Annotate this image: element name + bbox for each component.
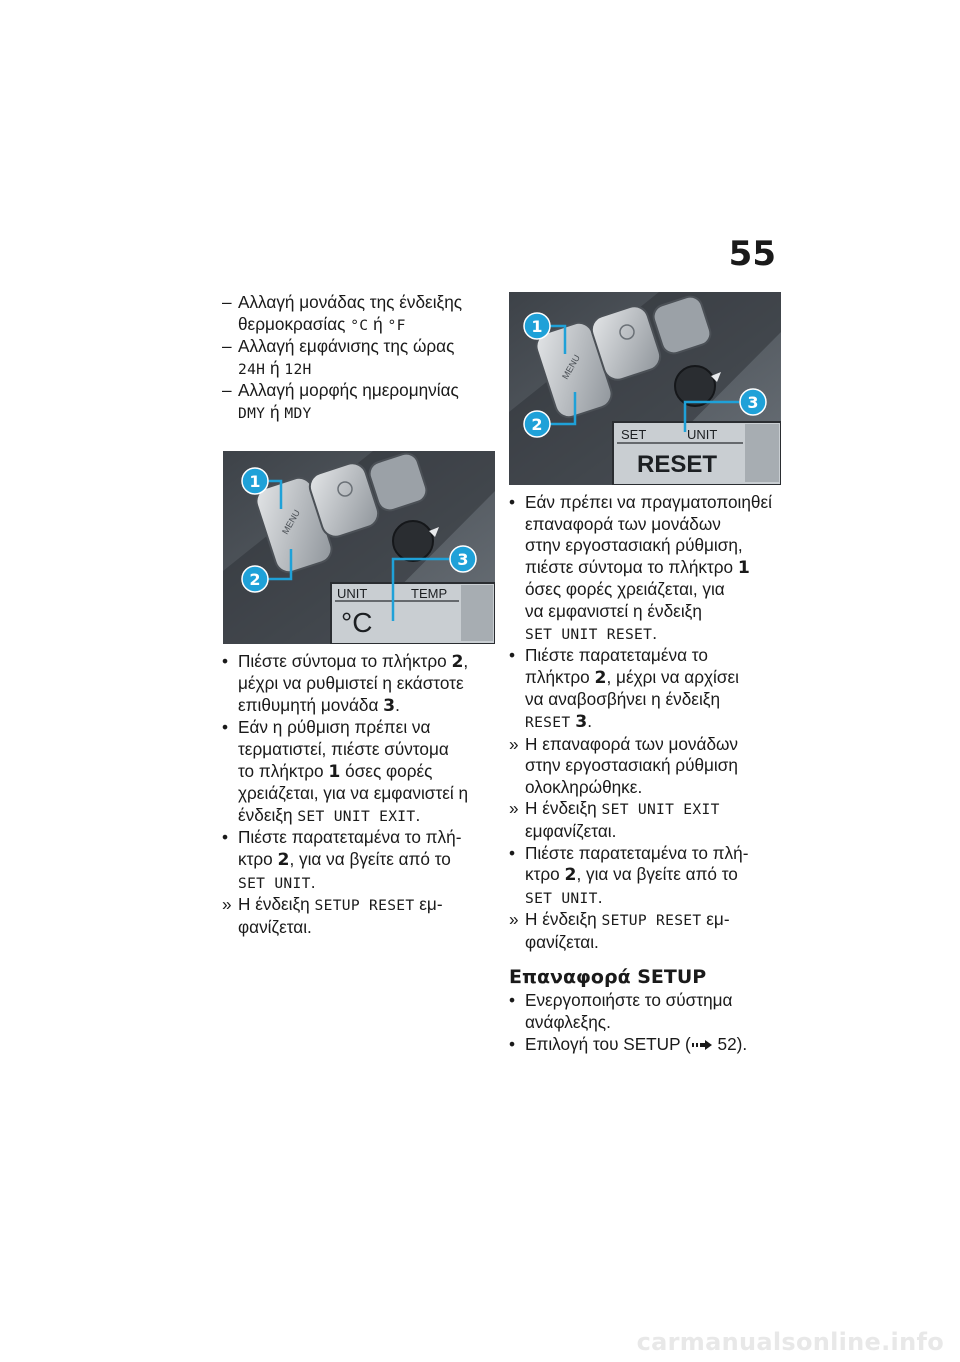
list-marker: • [509,1033,516,1054]
callout-2 [524,411,550,437]
callout-2 [242,566,268,592]
text-run: Η ένδειξη [238,894,315,915]
svg-text:1: 1 [531,317,543,336]
svg-text:2: 2 [249,569,261,589]
text-line [509,755,782,777]
list-marker: » [509,909,519,930]
text-line [509,864,782,887]
text-line [509,514,782,536]
text-run: Αλλαγή μονάδας της ένδειξης [238,292,463,312]
key-reference: 1 [737,557,750,578]
menu-label: MENU [560,353,582,381]
display-code: °F [387,316,406,334]
list-marker: • [509,492,516,512]
text-line [509,821,782,843]
text-line [509,798,782,821]
text-run: στην εργοστασιακή ρύθμιση, [525,535,743,556]
left-column [222,292,497,938]
text-line [222,380,497,402]
text-line [222,761,497,784]
svg-text:3: 3 [457,549,469,569]
text-run: Αλλαγή εμφάνισης της ώρας [238,336,455,357]
text-run: πλήκτρο [525,666,595,687]
text-run: , [463,650,469,671]
option-list [222,292,497,425]
list-marker: » [509,733,519,754]
text-line [222,894,497,917]
text-line [509,557,782,580]
text-line [509,843,782,865]
text-run: στην εργοστασιακή ρύθμιση [525,755,738,776]
menu-label: MENU [280,507,302,536]
key-reference: 2 [451,651,464,672]
list-marker: • [222,650,229,671]
display-code: 24H [238,360,266,378]
display-code: SETUP RESET [601,912,702,930]
thumbwheel [393,521,433,561]
callout-1 [524,313,550,339]
text-run: μέχρι να ρυθμιστεί η εκάστοτε [238,673,464,694]
text-line [509,645,782,667]
text-run: να αναβοσβήνει η ένδειξη [525,689,721,710]
thumbwheel [675,366,715,406]
text-run: . [415,804,421,825]
text-line [509,1012,782,1034]
list-marker: • [509,645,516,666]
text-line [222,336,497,358]
callout-3 [450,546,476,572]
display-code: MDY [284,404,312,422]
section-heading: Επαναφορά SETUP [509,966,707,989]
figure-unit-temp [223,451,495,644]
text-line [509,667,782,690]
text-run: επιθυμητή μονάδα [238,694,384,715]
list-marker: » [509,798,519,819]
text-run: , μέχρι να αρχίσει [606,666,739,687]
text-run: τερματιστεί, πιέστε σύντομα [238,738,449,759]
text-run: Η επαναφορά των μονάδων [525,733,739,754]
text-run: φανίζεται. [238,916,312,937]
list-marker: • [509,842,516,863]
right-column [509,292,782,1055]
text-run: . [587,710,592,731]
text-line [509,777,782,799]
key-reference: 2 [594,667,607,688]
text-run: να εμφανιστεί η ένδειξη [525,600,702,621]
text-line [509,492,782,514]
key-reference: 3 [383,695,396,716]
key-reference: 2 [277,849,290,870]
text-line [222,358,497,381]
text-line [509,734,782,756]
key-reference: 1 [328,761,341,782]
lcd-top-right: UNIT [687,427,718,442]
watermark: carmanualsonline.info [636,1328,944,1356]
text-line [222,402,497,425]
display-code: SETUP RESET [314,897,415,915]
text-line [222,783,497,805]
text-line [509,887,782,910]
display-code: RESET [525,713,571,731]
list-marker: » [222,894,232,915]
text-run: Επιλογή του SETUP ( [525,1033,691,1054]
text-run: 52). [712,1033,748,1054]
text-run: Αλλαγή μορφής ημερομηνίας [238,380,459,401]
text-line [222,717,497,739]
display-code: SET UNIT EXIT [297,807,416,825]
text-line [222,805,497,828]
text-line [222,917,497,939]
svg-text:3: 3 [747,393,759,412]
text-run: επαναφορά των μονάδων [525,513,721,534]
text-line [222,739,497,761]
handlebar-illustration [509,292,781,485]
figure-set-unit-reset [509,292,781,485]
text-run: Εάν η ρύθμιση πρέπει να [238,717,431,738]
text-line [509,623,782,646]
svg-text:2: 2 [531,415,543,434]
text-run: όσες φορές [340,760,433,781]
text-run: . [395,694,400,715]
text-run: ένδειξη [238,804,298,825]
display-code: DMY [238,404,266,422]
display-code: SET UNIT EXIT [601,801,720,819]
callout-3 [740,389,766,415]
setup-steps [509,990,782,1055]
text-run: , για να βγείτε από το [289,848,451,869]
list-marker: – [222,336,232,357]
text-line [509,711,782,734]
text-run: Η ένδειξη [525,798,602,819]
text-run: ή [368,313,388,334]
key-reference: 3 [575,711,588,732]
text-run: εμφανίζεται. [525,820,617,841]
text-line [509,932,782,954]
list-marker: • [222,827,229,848]
text-line [222,872,497,895]
text-run: . [652,622,657,643]
text-run: Πιέστε παρατεταμένα το πλή- [525,842,749,863]
display-code: SET UNIT RESET [525,625,653,643]
text-run: φανίζεται. [525,931,599,952]
display-code: 12H [284,360,312,378]
text-line [509,1034,782,1056]
text-run: πιέστε σύντομα το πλήκτρο [525,556,738,577]
text-line [509,909,782,932]
handlebar-illustration [223,451,495,644]
text-run: , για να βγείτε από το [576,864,738,885]
list-marker: • [222,717,229,738]
text-run: ή [265,401,285,422]
text-run: ανάφλεξης. [525,1012,611,1033]
list-marker: – [222,292,232,312]
display-code: °C [350,316,369,334]
instruction-list [509,492,782,953]
list-marker: • [509,990,516,1011]
text-run: . [597,886,603,907]
list-marker: – [222,380,232,401]
text-line [222,651,497,674]
lcd-top-left: SET [621,427,647,442]
text-run: ολοκληρώθηκε. [525,776,643,797]
text-run: εμ- [701,909,730,930]
text-line [222,849,497,872]
text-run: Η ένδειξη [525,909,602,930]
instruction-list [222,651,497,939]
text-run: Πιέστε παρατεταμένα το [525,645,708,666]
lcd-main: RESET [637,451,718,478]
text-run: χρειάζεται, για να εμφανιστεί η [238,783,469,804]
text-run: Εάν πρέπει να πραγματοποιηθεί [525,492,772,512]
display-code: SET UNIT [525,889,598,907]
text-run: θερμοκρασίας [238,313,351,334]
text-run: εμ- [414,894,443,915]
text-run: το πλήκτρο [238,760,329,781]
text-line [222,314,497,337]
text-run: όσες φορές χρειάζεται, για [525,579,725,600]
svg-text:1: 1 [249,471,261,491]
arrow-right-icon [691,1039,713,1051]
text-run: κτρο [238,848,278,869]
lcd-top-left: UNIT [337,585,368,601]
text-run: . [310,871,316,892]
text-line [222,695,497,718]
text-run: Πιέστε παρατεταμένα το πλή- [238,827,462,848]
text-run: Ενεργοποιήστε το σύστημα [525,990,733,1011]
lcd-top-right: TEMP [411,585,448,601]
key-reference: 2 [564,865,577,886]
text-line [509,535,782,557]
display-code: SET UNIT [238,874,311,892]
callout-1 [242,468,268,494]
text-run: ή [265,357,285,378]
page-number: 55 [728,234,776,274]
lcd-main: °C [341,606,373,638]
text-line [509,579,782,601]
text-line [509,689,782,711]
text-line [222,827,497,849]
text-run: κτρο [525,864,565,885]
text-run: Πιέστε σύντομα το πλήκτρο [238,650,452,671]
text-line [509,990,782,1012]
text-line [222,292,497,314]
text-line [222,673,497,695]
text-line [509,601,782,623]
